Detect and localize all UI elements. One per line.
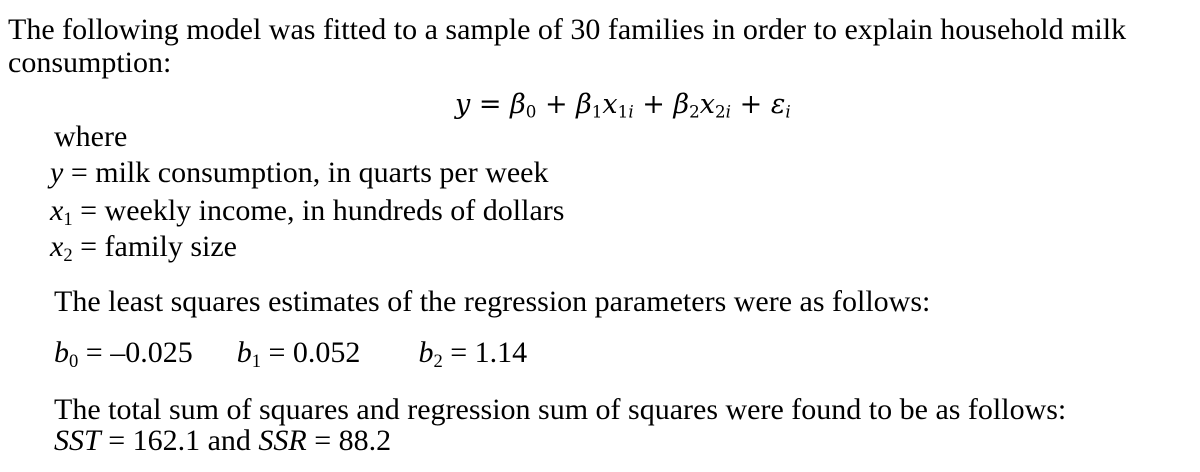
sst-label: SST — [54, 424, 101, 457]
eq-y: y — [455, 89, 471, 120]
definition-x1: $x_1$ = weekly income, in hundreds of dollars — [50, 194, 565, 231]
sums-heading: The total sum of squares and regression sum of squares were found to be as follows: — [54, 393, 1067, 426]
definition-x2: $x_2$ = family size — [50, 230, 237, 267]
eq-equals: = — [478, 89, 502, 120]
intro-line-2: consumption: — [8, 46, 172, 79]
eq-beta-1: $\beta_1$ — [576, 89, 603, 122]
sst-value: = 162.1 and — [100, 424, 259, 457]
ssr-label: SSR — [258, 424, 307, 457]
definition-y: y = milk consumption, in quarts per week — [50, 156, 549, 189]
model-equation — [455, 89, 791, 128]
eq-plus-3: + — [739, 89, 763, 120]
estimates-heading: The least squares estimates of the regression parameters were as follows: — [54, 285, 931, 318]
ssr-value: = 88.2 — [306, 424, 392, 457]
estimate-b2: $b_2 = 1.14$ — [418, 336, 528, 373]
eq-beta-2: $\beta_2$ — [673, 89, 700, 122]
eq-epsilon: εi — [770, 89, 791, 122]
eq-plus-1: + — [544, 89, 568, 120]
estimates-values — [54, 337, 527, 378]
eq-x-1i: $x_1i$ — [602, 89, 634, 122]
intro-line-1: The following model was fitted to a sample of 30 families in order to explain household milk — [8, 13, 1127, 46]
eq-beta-0: $\beta_0$ — [510, 89, 537, 122]
sums-values — [54, 425, 391, 457]
eq-plus-2: + — [642, 89, 665, 120]
estimate-b0: $b_0 = -0.025$ — [54, 336, 193, 373]
estimate-b1: $b_1 = 0.052$ — [236, 336, 361, 373]
where-label: where — [54, 120, 128, 153]
eq-x-2i: $x_2i$ — [699, 89, 731, 122]
